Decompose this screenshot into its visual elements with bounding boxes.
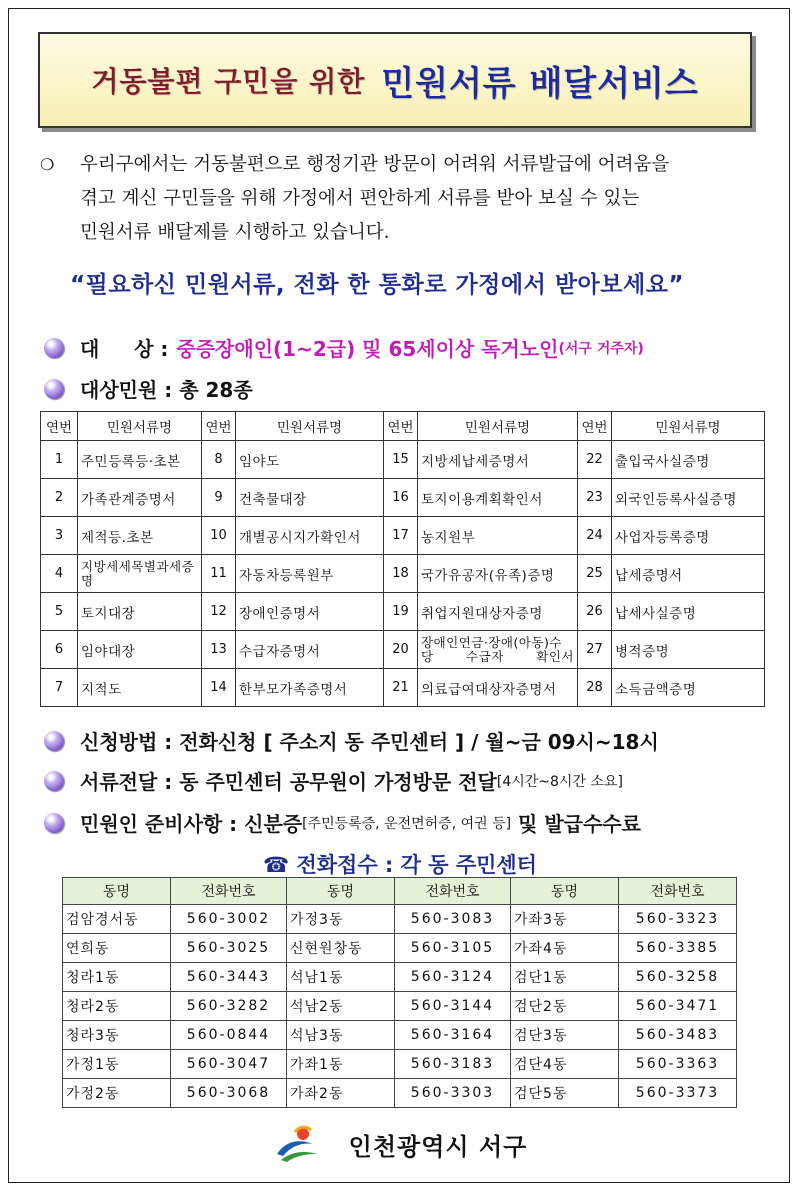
phone-number: 560-3105	[395, 934, 511, 963]
header-cell: 민원서류명	[612, 412, 765, 441]
dong-name: 가정1동	[63, 1050, 171, 1079]
phone-number: 560-3025	[171, 934, 287, 963]
purple-ball-bullet-icon	[44, 771, 64, 791]
doc-number: 19	[384, 593, 418, 631]
seo-gu-logo-icon	[273, 1124, 321, 1164]
intro-line-2: 겪고 계신 구민들을 위해 가정에서 편안하게 서류를 받아 보실 수 있는	[80, 188, 640, 209]
header-cell: 민원서류명	[418, 412, 578, 441]
dong-name: 가좌2동	[287, 1079, 395, 1108]
phone-section-title: ☎ 전화접수 : 각 동 주민센터	[263, 853, 537, 877]
doc-number: 22	[578, 441, 612, 479]
header-cell: 연번	[41, 412, 78, 441]
header-cell: 전화번호	[619, 878, 737, 905]
purple-ball-bullet-icon	[44, 338, 64, 358]
table-row	[63, 992, 737, 1021]
doc-number: 26	[578, 593, 612, 631]
phone-number: 560-3471	[619, 992, 737, 1021]
intro-paragraph	[40, 148, 760, 250]
prepare-text-1: 민원인 준비사항 : 신분증	[80, 812, 303, 836]
document-table	[40, 411, 765, 707]
table-row	[63, 934, 737, 963]
doc-number: 4	[41, 555, 78, 593]
doc-number: 12	[202, 593, 236, 631]
doc-number: 17	[384, 517, 418, 555]
table-row	[63, 963, 737, 992]
doc-number: 2	[41, 479, 78, 517]
doc-number: 15	[384, 441, 418, 479]
doc-name: 한부모가족증명서	[236, 669, 384, 707]
table-row	[41, 441, 765, 479]
doc-name: 지방세세목별과세증명	[78, 555, 202, 593]
organization-name: 인천광역시 서구	[348, 1132, 528, 1161]
dong-name: 가정3동	[287, 905, 395, 934]
phone-number: 560-3303	[395, 1079, 511, 1108]
table-row	[63, 905, 737, 934]
doc-name: 납세증명서	[612, 555, 765, 593]
doc-name: 국가유공자(유족)증명	[418, 555, 578, 593]
doc-number: 14	[202, 669, 236, 707]
header-cell: 연번	[578, 412, 612, 441]
phone-number: 560-3183	[395, 1050, 511, 1079]
title-banner	[38, 32, 752, 128]
phone-number: 560-3385	[619, 934, 737, 963]
doc-name: 취업지원대상자증명	[418, 593, 578, 631]
dong-name: 석남2동	[287, 992, 395, 1021]
doc-name: 토지이용계획확인서	[418, 479, 578, 517]
phone-number: 560-3002	[171, 905, 287, 934]
header-cell: 연번	[202, 412, 236, 441]
dong-name: 석남3동	[287, 1021, 395, 1050]
doc-number: 28	[578, 669, 612, 707]
footer	[0, 1124, 800, 1164]
doc-name: 지방세납세증명서	[418, 441, 578, 479]
doc-number: 8	[202, 441, 236, 479]
doc-number: 24	[578, 517, 612, 555]
doc-number: 9	[202, 479, 236, 517]
target-label: 대 상 :	[80, 337, 169, 361]
doc-number: 3	[41, 517, 78, 555]
dong-name: 가좌1동	[287, 1050, 395, 1079]
dong-name: 가좌4동	[511, 934, 619, 963]
doc-name: 농지원부	[418, 517, 578, 555]
phone-number: 560-3282	[171, 992, 287, 1021]
table-row	[41, 669, 765, 707]
phone-table-header	[63, 878, 737, 905]
doc-name: 수급자증명서	[236, 631, 384, 669]
doc-number: 27	[578, 631, 612, 669]
phone-number: 560-3443	[171, 963, 287, 992]
doc-name: 지적도	[78, 669, 202, 707]
dong-name: 청라1동	[63, 963, 171, 992]
prepare-row	[44, 808, 641, 837]
table-row	[41, 555, 765, 593]
header-cell: 민원서류명	[236, 412, 384, 441]
doc-number: 10	[202, 517, 236, 555]
doc-number: 1	[41, 441, 78, 479]
table-row	[41, 517, 765, 555]
header-cell: 전화번호	[395, 878, 511, 905]
phone-number: 560-3258	[619, 963, 737, 992]
prepare-note: [주민등록증, 운전면허증, 여권 등]	[302, 815, 512, 832]
doc-name: 제적등.초본	[78, 517, 202, 555]
header-cell: 동명	[63, 878, 171, 905]
dong-name: 검단4동	[511, 1050, 619, 1079]
phone-number: 560-0844	[171, 1021, 287, 1050]
target-row	[44, 333, 644, 362]
header-cell: 전화번호	[171, 878, 287, 905]
doc-name: 납세사실증명	[612, 593, 765, 631]
dong-name: 연희동	[63, 934, 171, 963]
phone-number: 560-3047	[171, 1050, 287, 1079]
phone-number: 560-3363	[619, 1050, 737, 1079]
circle-bullet-icon: ❍	[40, 155, 55, 174]
delivery-text: 서류전달 : 동 주민센터 공무원이 가정방문 전달	[80, 770, 497, 794]
dong-name: 검단3동	[511, 1021, 619, 1050]
doc-name: 출입국사실증명	[612, 441, 765, 479]
table-row	[63, 1021, 737, 1050]
purple-ball-bullet-icon	[44, 379, 64, 399]
doc-name: 장애인연금·장애(아동)수당 수급자 확인서	[418, 631, 578, 669]
phone-table	[62, 877, 737, 1108]
dong-name: 검단1동	[511, 963, 619, 992]
doc-number: 16	[384, 479, 418, 517]
purple-ball-bullet-icon	[44, 813, 64, 833]
doc-name: 장애인증명서	[236, 593, 384, 631]
dong-name: 석남1동	[287, 963, 395, 992]
phone-number: 560-3083	[395, 905, 511, 934]
doc-name: 소득금액증명	[612, 669, 765, 707]
dong-name: 검단5동	[511, 1079, 619, 1108]
phone-number: 560-3483	[619, 1021, 737, 1050]
delivery-note: [4시간~8시간 소요]	[496, 773, 623, 790]
title-part1: 거동불편 구민을 위한	[91, 65, 366, 98]
apply-method-text: 신청방법 : 전화신청 [ 주소지 동 주민센터 ] / 월~금 09시~18시	[80, 730, 659, 754]
header-cell: 동명	[511, 878, 619, 905]
doc-number: 23	[578, 479, 612, 517]
target-value: 중증장애인(1~2급) 및 65세이상 독거노인	[176, 337, 559, 361]
table-row	[41, 593, 765, 631]
doc-number: 25	[578, 555, 612, 593]
dong-name: 청라2동	[63, 992, 171, 1021]
apply-method-row	[44, 726, 659, 755]
prepare-text-2: 및 발급수수료	[511, 812, 641, 836]
doc-number: 21	[384, 669, 418, 707]
header-cell: 동명	[287, 878, 395, 905]
phone-number: 560-3164	[395, 1021, 511, 1050]
docs-count-label: 대상민원 : 총 28종	[80, 378, 253, 402]
intro-line-3: 민원서류 배달제를 시행하고 있습니다.	[80, 222, 390, 243]
doc-name: 의료급여대상자증명서	[418, 669, 578, 707]
doc-number: 11	[202, 555, 236, 593]
doc-name: 주민등록등·초본	[78, 441, 202, 479]
target-note: (서구 거주자)	[558, 340, 644, 357]
doc-name: 병적증명	[612, 631, 765, 669]
doc-number: 7	[41, 669, 78, 707]
dong-name: 가좌3동	[511, 905, 619, 934]
dong-name: 청라3동	[63, 1021, 171, 1050]
dong-name: 검암경서동	[63, 905, 171, 934]
document-table-header	[41, 412, 765, 441]
docs-count-row	[44, 374, 253, 403]
table-row	[41, 479, 765, 517]
doc-name: 외국인등록사실증명	[612, 479, 765, 517]
doc-name: 자동차등록원부	[236, 555, 384, 593]
table-row	[63, 1079, 737, 1108]
doc-name: 토지대장	[78, 593, 202, 631]
phone-number: 560-3323	[619, 905, 737, 934]
table-row	[63, 1050, 737, 1079]
doc-number: 5	[41, 593, 78, 631]
dong-name: 검단2동	[511, 992, 619, 1021]
purple-ball-bullet-icon	[44, 731, 64, 751]
title-part2: 민원서류 배달서비스	[381, 63, 699, 104]
doc-number: 18	[384, 555, 418, 593]
slogan-quote: “필요하신 민원서류, 전화 한 통화로 가정에서 받아보세요”	[70, 272, 685, 298]
doc-number: 6	[41, 631, 78, 669]
doc-name: 건축물대장	[236, 479, 384, 517]
header-cell: 민원서류명	[78, 412, 202, 441]
dong-name: 신현원창동	[287, 934, 395, 963]
phone-number: 560-3373	[619, 1079, 737, 1108]
doc-number: 20	[384, 631, 418, 669]
doc-name: 사업자등록증명	[612, 517, 765, 555]
doc-number: 13	[202, 631, 236, 669]
header-cell: 연번	[384, 412, 418, 441]
phone-number: 560-3068	[171, 1079, 287, 1108]
table-row	[41, 631, 765, 669]
dong-name: 가정2동	[63, 1079, 171, 1108]
phone-number: 560-3144	[395, 992, 511, 1021]
delivery-row	[44, 766, 623, 795]
intro-line-1: 우리구에서는 거동불편으로 행정기관 방문이 어려워 서류발급에 어려움을	[80, 154, 670, 175]
doc-name: 가족관계증명서	[78, 479, 202, 517]
doc-name: 개별공시지가확인서	[236, 517, 384, 555]
doc-name: 임야대장	[78, 631, 202, 669]
doc-name: 임야도	[236, 441, 384, 479]
phone-number: 560-3124	[395, 963, 511, 992]
